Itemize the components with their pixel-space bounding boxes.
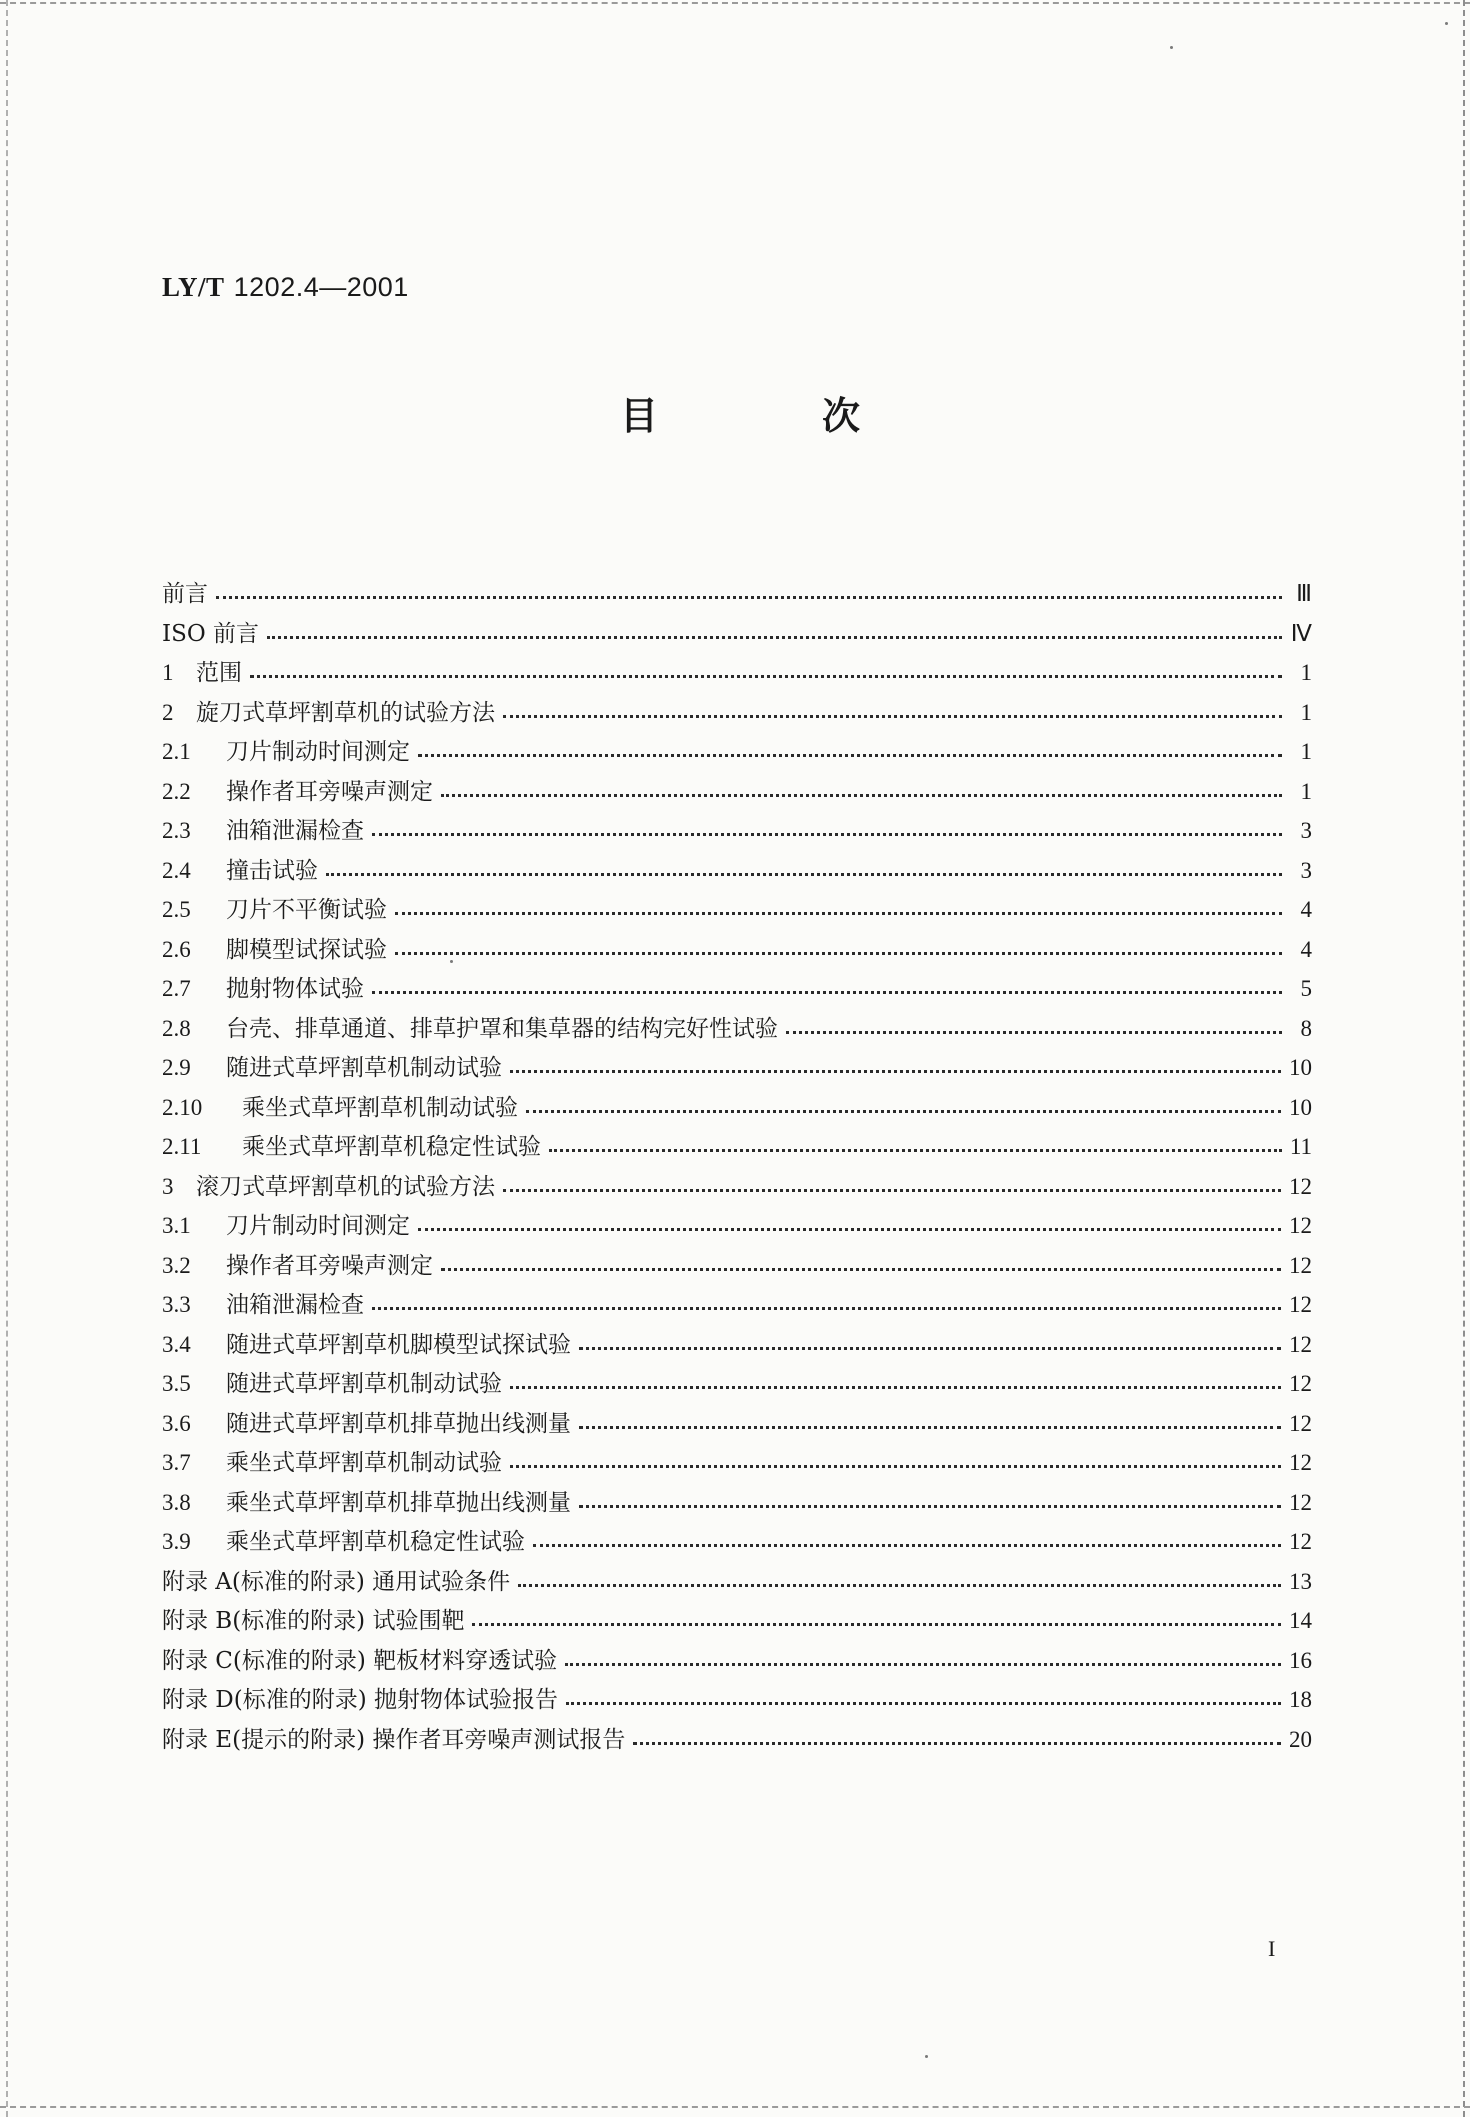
toc-entry[interactable]	[162, 1167, 1312, 1207]
toc-entry[interactable]	[162, 1127, 1312, 1167]
toc-entry-number: 3.2	[162, 1252, 191, 1278]
toc-entry[interactable]	[162, 1246, 1312, 1286]
toc-entry-page: 10	[1289, 1094, 1312, 1120]
toc-entry[interactable]	[162, 1404, 1312, 1444]
scan-speck	[1170, 46, 1173, 49]
toc-entry[interactable]	[162, 693, 1312, 733]
toc-dot-leader	[472, 1623, 1281, 1626]
toc-entry-number: 3.8	[162, 1489, 191, 1515]
toc-entry-label: 脚模型试探试验	[226, 936, 387, 963]
toc-entry-number: 2.5	[162, 897, 191, 922]
toc-dot-leader	[395, 952, 1282, 955]
toc-entry-number: 3	[162, 1173, 174, 1199]
toc-entry-page: 12	[1289, 1213, 1312, 1238]
toc-entry-number: 2.2	[162, 778, 191, 804]
toc-entry-label: 滚刀式草坪割草机的试验方法	[196, 1173, 495, 1200]
toc-entry[interactable]	[162, 653, 1312, 693]
toc-entry-page: 20	[1289, 1726, 1312, 1752]
toc-entry-page: 12	[1289, 1292, 1312, 1317]
toc-dot-leader	[565, 1663, 1281, 1666]
toc-entry-label: 附录 C(标准的附录) 靶板材料穿透试验	[162, 1647, 558, 1674]
toc-entry[interactable]	[162, 1522, 1312, 1562]
toc-dot-leader	[250, 675, 1282, 678]
toc-entry-label: 抛射物体试验	[226, 976, 364, 1002]
toc-dot-leader	[518, 1584, 1281, 1587]
toc-dot-leader	[579, 1505, 1281, 1508]
toc-entry-page: 12	[1289, 1529, 1312, 1554]
toc-entry[interactable]	[162, 1364, 1312, 1404]
toc-entry-number: 2.11	[162, 1134, 202, 1159]
table-of-contents	[162, 574, 1312, 1759]
page-number: I	[1268, 1936, 1276, 1961]
toc-dot-leader	[533, 1544, 1281, 1547]
toc-dot-leader	[786, 1031, 1282, 1034]
toc-entry-page: 12	[1289, 1410, 1312, 1436]
toc-entry-number: 2.4	[162, 857, 191, 883]
toc-entry-label: 撞击试验	[226, 857, 318, 884]
toc-entry-page: 12	[1289, 1450, 1312, 1475]
toc-entry[interactable]	[162, 732, 1312, 772]
toc-dot-leader	[510, 1386, 1281, 1389]
toc-dot-leader	[633, 1742, 1281, 1745]
scan-edge-left	[6, 0, 8, 2117]
toc-entry-number: 2.1	[162, 739, 191, 764]
toc-dot-leader	[326, 873, 1282, 876]
toc-dot-leader	[579, 1426, 1281, 1429]
toc-entry-page: 18	[1289, 1687, 1312, 1712]
toc-entry-page: Ⅲ	[1296, 581, 1312, 606]
toc-entry[interactable]	[162, 1483, 1312, 1523]
toc-entry[interactable]	[162, 1206, 1312, 1246]
toc-entry-number: 3.1	[162, 1213, 191, 1238]
toc-entry-page: 12	[1289, 1371, 1312, 1396]
toc-entry-number: 2.7	[162, 976, 191, 1001]
toc-entry[interactable]	[162, 851, 1312, 891]
toc-dot-leader	[503, 715, 1282, 718]
toc-entry-label: 操作者耳旁噪声测定	[226, 1252, 433, 1279]
toc-entry-label: 附录 B(标准的附录) 试验围靶	[162, 1608, 465, 1634]
toc-entry-page: 12	[1289, 1331, 1312, 1357]
toc-entry[interactable]	[162, 1009, 1312, 1049]
toc-entry[interactable]	[162, 1720, 1312, 1760]
scan-edge-top	[0, 2, 1470, 4]
toc-dot-leader	[503, 1189, 1281, 1192]
toc-entry-page: 12	[1289, 1252, 1312, 1278]
toc-entry-label: 随进式草坪割草机制动试验	[226, 1371, 502, 1397]
page-title	[620, 385, 860, 440]
scan-speck	[1445, 22, 1448, 25]
toc-entry[interactable]	[162, 772, 1312, 812]
toc-entry[interactable]	[162, 811, 1312, 851]
toc-entry-page: 12	[1289, 1173, 1312, 1199]
toc-dot-leader	[372, 991, 1282, 994]
toc-entry[interactable]	[162, 1601, 1312, 1641]
toc-entry-label: 刀片制动时间测定	[226, 1213, 410, 1239]
toc-entry-label: 前言	[162, 581, 208, 607]
toc-entry-page: Ⅳ	[1290, 620, 1312, 646]
toc-entry-number: 3.7	[162, 1450, 191, 1475]
toc-entry[interactable]	[162, 1680, 1312, 1720]
toc-dot-leader	[510, 1465, 1281, 1468]
toc-entry-label: 乘坐式草坪割草机稳定性试验	[226, 1529, 525, 1555]
toc-entry-label: 刀片不平衡试验	[226, 897, 387, 923]
toc-entry[interactable]	[162, 890, 1312, 930]
toc-entry-label: 附录 A(标准的附录) 通用试验条件	[162, 1568, 511, 1595]
toc-entry-page: 1	[1300, 778, 1312, 804]
toc-entry-number: 3.9	[162, 1529, 191, 1554]
toc-entry-number: 2.9	[162, 1055, 191, 1080]
toc-entry[interactable]	[162, 1562, 1312, 1602]
toc-entry-label: 随进式草坪割草机脚模型试探试验	[226, 1331, 571, 1358]
toc-dot-leader	[441, 1268, 1281, 1271]
toc-dot-leader	[566, 1702, 1281, 1705]
toc-entry-number: 3.3	[162, 1292, 191, 1317]
toc-entry-number: 3.4	[162, 1331, 191, 1357]
toc-entry-label: 刀片制动时间测定	[226, 739, 410, 765]
standard-code-number: 1202.4—2001	[233, 272, 409, 302]
toc-entry[interactable]	[162, 614, 1312, 654]
toc-dot-leader	[418, 754, 1282, 757]
toc-entry-label: 随进式草坪割草机排草抛出线测量	[226, 1410, 571, 1437]
toc-entry-label: ISO 前言	[162, 620, 260, 647]
scan-speck	[450, 960, 453, 963]
standard-code-prefix: LY/T	[162, 272, 225, 302]
toc-entry-page: 1	[1300, 739, 1312, 764]
toc-entry-label: 台壳、排草通道、排草护罩和集草器的结构完好性试验	[226, 1015, 778, 1042]
scan-speck	[925, 2055, 928, 2058]
toc-entry-label: 旋刀式草坪割草机的试验方法	[196, 699, 495, 726]
toc-dot-leader	[526, 1110, 1281, 1113]
toc-entry-page: 11	[1289, 1134, 1312, 1159]
toc-dot-leader	[395, 912, 1282, 915]
toc-entry-label: 油箱泄漏检查	[226, 818, 364, 844]
toc-entry-page: 14	[1289, 1608, 1312, 1633]
toc-dot-leader	[216, 596, 1282, 599]
toc-entry[interactable]	[162, 574, 1312, 614]
toc-entry[interactable]	[162, 930, 1312, 970]
toc-entry-number: 3.6	[162, 1410, 191, 1436]
toc-entry-label: 附录 D(标准的附录) 抛射物体试验报告	[162, 1687, 559, 1713]
toc-entry-label: 操作者耳旁噪声测定	[226, 778, 433, 805]
toc-entry[interactable]	[162, 1048, 1312, 1088]
toc-dot-leader	[549, 1149, 1282, 1152]
toc-entry[interactable]	[162, 1088, 1312, 1128]
scan-edge-right	[1463, 0, 1465, 2117]
toc-entry-label: 乘坐式草坪割草机制动试验	[242, 1094, 518, 1121]
toc-entry-label: 随进式草坪割草机制动试验	[226, 1055, 502, 1081]
toc-dot-leader	[441, 794, 1282, 797]
toc-entry-label: 范围	[196, 660, 242, 686]
toc-entry-page: 10	[1289, 1055, 1312, 1080]
toc-dot-leader	[510, 1070, 1281, 1073]
toc-dot-leader	[372, 1307, 1281, 1310]
toc-entry-number: 2	[162, 699, 174, 725]
toc-entry-page: 3	[1300, 857, 1312, 883]
toc-entry-page: 5	[1300, 976, 1312, 1001]
toc-entry[interactable]	[162, 1443, 1312, 1483]
toc-entry-number: 2.3	[162, 818, 191, 843]
toc-entry-page: 4	[1300, 936, 1312, 962]
toc-entry-label: 附录 E(提示的附录) 操作者耳旁噪声测试报告	[162, 1726, 626, 1753]
page-title-char-1: 目	[620, 394, 659, 438]
toc-dot-leader	[372, 833, 1282, 836]
toc-entry-page: 16	[1289, 1647, 1312, 1673]
toc-entry-page: 13	[1289, 1568, 1312, 1594]
toc-entry-number: 1	[162, 660, 174, 685]
toc-entry-page: 4	[1300, 897, 1312, 922]
toc-entry-page: 1	[1300, 699, 1312, 725]
toc-dot-leader	[267, 636, 1282, 639]
toc-dot-leader	[418, 1228, 1281, 1231]
toc-entry-label: 乘坐式草坪割草机制动试验	[226, 1450, 502, 1476]
scan-edge-bottom	[0, 2106, 1470, 2108]
toc-dot-leader	[579, 1347, 1281, 1350]
toc-entry[interactable]	[162, 1641, 1312, 1681]
toc-entry[interactable]	[162, 1325, 1312, 1365]
toc-entry[interactable]	[162, 969, 1312, 1009]
toc-entry-number: 3.5	[162, 1371, 191, 1396]
toc-entry-page: 8	[1300, 1015, 1312, 1041]
toc-entry-number: 2.6	[162, 936, 191, 962]
page-title-char-2: 次	[821, 394, 860, 438]
toc-entry[interactable]	[162, 1285, 1312, 1325]
toc-entry-page: 12	[1289, 1489, 1312, 1515]
toc-entry-label: 油箱泄漏检查	[226, 1292, 364, 1318]
toc-entry-page: 3	[1300, 818, 1312, 843]
toc-entry-number: 2.8	[162, 1015, 191, 1041]
standard-code	[162, 272, 409, 303]
toc-entry-label: 乘坐式草坪割草机稳定性试验	[242, 1134, 541, 1160]
toc-entry-label: 乘坐式草坪割草机排草抛出线测量	[226, 1489, 571, 1516]
toc-entry-page: 1	[1300, 660, 1312, 685]
toc-entry-number: 2.10	[162, 1094, 203, 1120]
